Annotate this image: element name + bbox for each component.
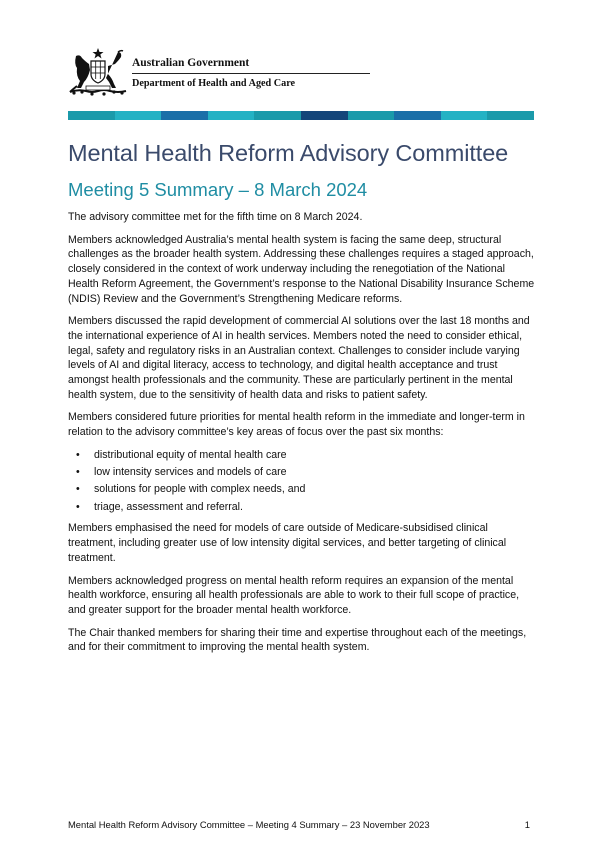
paragraph-workforce: Members acknowledged progress on mental health reform requires an expansion of the mental health workforce, ensuring all health professionals are able to work to their full scope of practice, and greater support for the broader mental health workforce.: [68, 574, 520, 616]
footer-text: Mental Health Reform Advisory Committee – Meeting 4 Summary – 23 November 2023: [68, 819, 430, 830]
stripe-segment: [348, 111, 395, 120]
list-item: • solutions for people with complex needs, and: [94, 482, 538, 497]
header-colour-stripe: [68, 111, 534, 120]
paragraph-ai-discussion: Members discussed the rapid development of commercial AI solutions over the last 18 months and the international experience of AI in health services. Members noted the need to consider ethical, legal, safety and regulatory risks in an Australian context. Challenges to consider include varying levels of AI and digital literacy, access to technology, and digital health acceptance and trust amongst health professionals and the community. These are particularly pertinent in the mental health system, due to the sensitivity of health data and risks to patient safety.: [68, 315, 530, 401]
paragraph-chair-thanks: The Chair thanked members for sharing their time and expertise throughout each of the meetings, and for their commitment to improving the mental health system.: [68, 626, 527, 654]
list-item: • triage, assessment and referral.: [94, 500, 538, 515]
document-title: Mental Health Reform Advisory Committee: [68, 140, 509, 166]
stripe-segment: [68, 111, 115, 120]
list-item: • distributional equity of mental health care: [94, 448, 538, 463]
header-divider: [132, 73, 370, 74]
meeting-subtitle: Meeting 5 Summary – 8 March 2024: [68, 179, 368, 200]
government-name: Australian Government: [132, 57, 250, 69]
paragraph-intro: The advisory committee met for the fifth time on 8 March 2024.: [68, 211, 363, 223]
document-body: [68, 210, 538, 663]
list-item: • low intensity services and models of care: [94, 465, 538, 480]
stripe-segment: [301, 111, 348, 120]
government-header: [68, 44, 308, 100]
australian-coat-of-arms-icon: [68, 48, 128, 96]
page-footer: [68, 819, 534, 830]
stripe-segment: [487, 111, 534, 120]
paragraph-structural-challenges: Members acknowledged Australia’s mental health system is facing the same deep, structural challenges as the broader health system. Addressing these challenges requires a staged approach, closely considered in the context of work underway including the renegotiation of the National Health Reform Agreement, the Government’s response to the National Disability Insurance Scheme (NDIS) Review and the Government’s Strengthening Medicare reforms.: [68, 233, 535, 305]
paragraph-models-of-care: Members emphasised the need for models of care outside of Medicare-subsidised clinical treatment, including greater use of low intensity digital services, and better targeting of clinical treatment.: [68, 522, 507, 564]
stripe-segment: [115, 111, 162, 120]
stripe-segment: [254, 111, 301, 120]
stripe-segment: [161, 111, 208, 120]
stripe-segment: [394, 111, 441, 120]
department-name: Department of Health and Aged Care: [132, 78, 296, 89]
paragraph-future-priorities: Members considered future priorities for mental health reform in the immediate and longer-term in relation to the advisory committee’s key areas of focus over the past six months:: [68, 411, 525, 439]
stripe-segment: [208, 111, 255, 120]
page-number: 1: [524, 819, 530, 830]
stripe-segment: [441, 111, 488, 120]
priorities-list: [68, 448, 538, 515]
